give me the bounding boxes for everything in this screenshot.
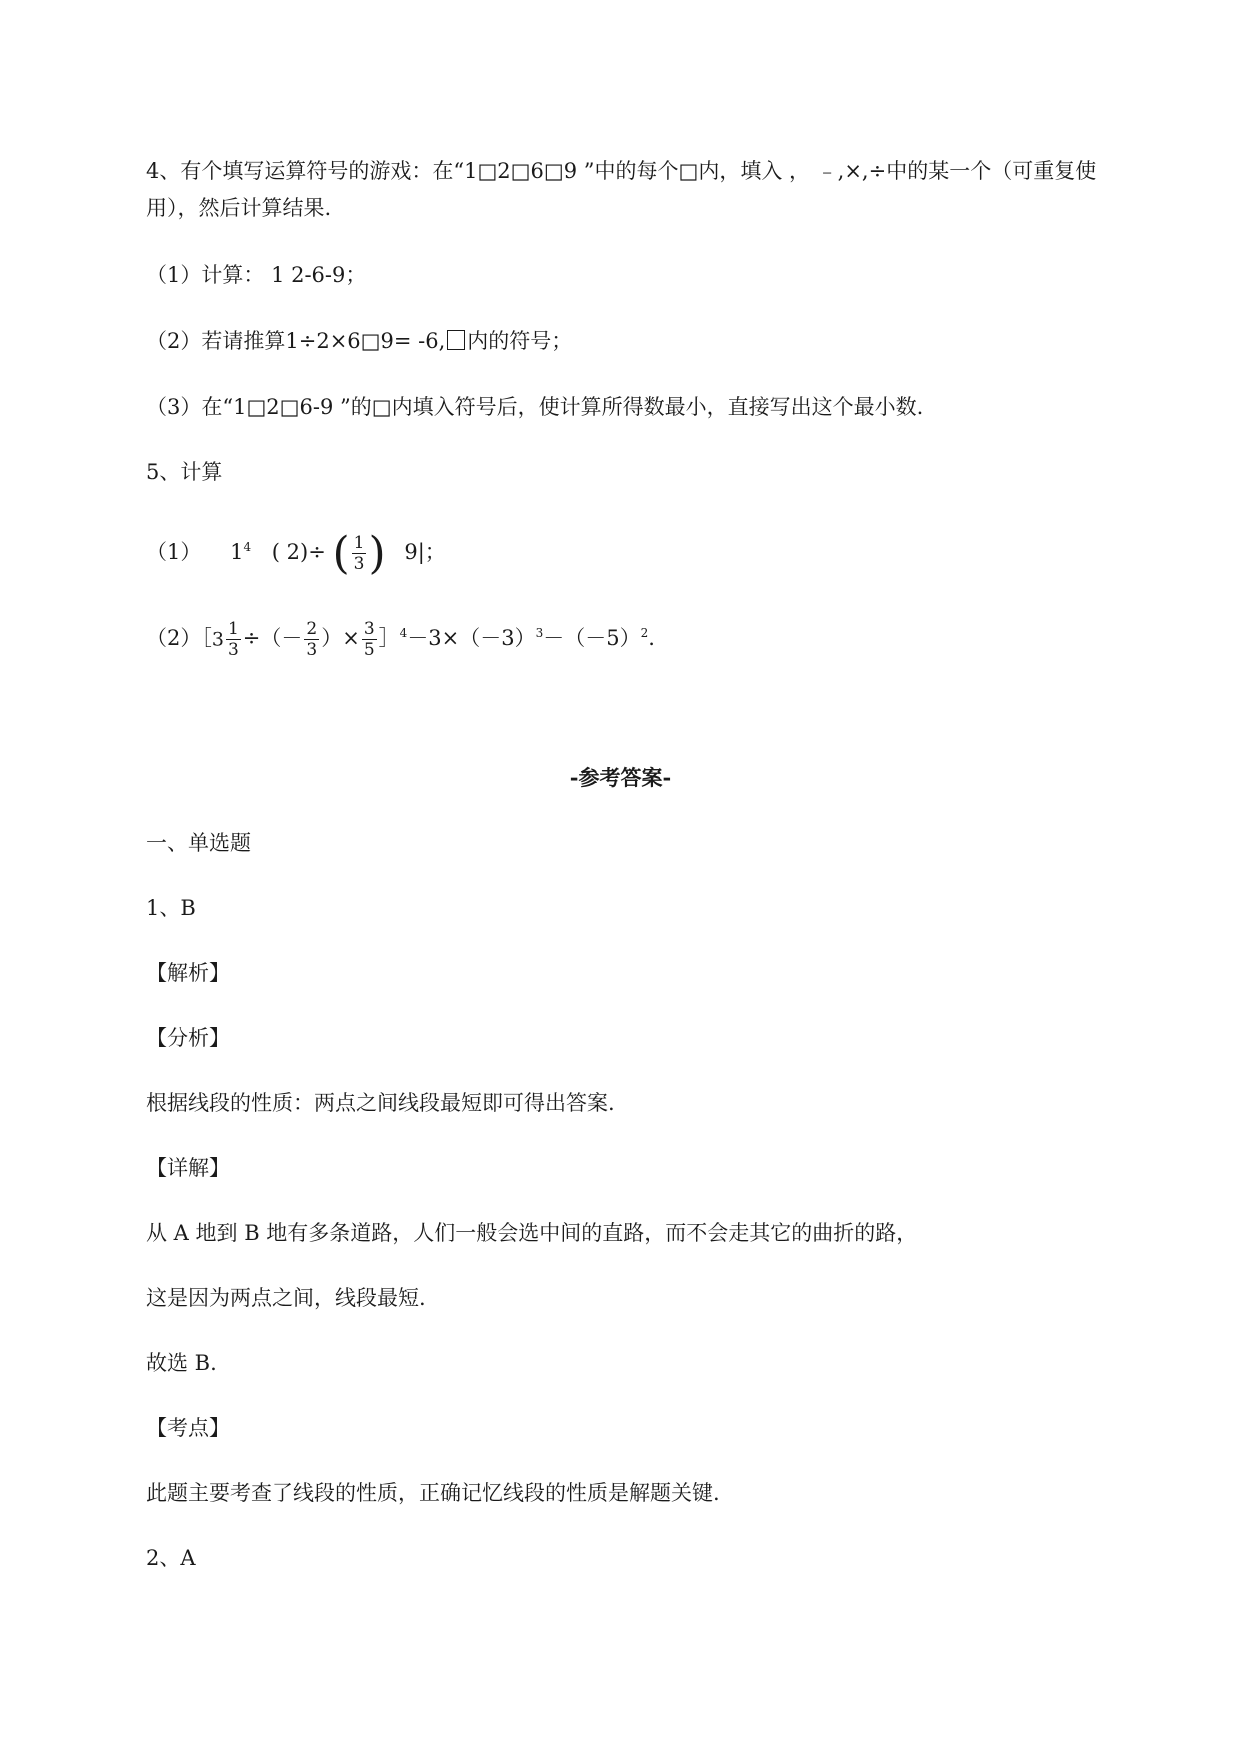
- tag-fenxi: 【分析】: [146, 1026, 230, 1050]
- q4-intro-line2: 用），然后计算结果.: [146, 196, 332, 220]
- answer-1: 1、B: [146, 896, 196, 920]
- q5-part1-tail: 9|；: [404, 540, 446, 564]
- q5-part2-end: .: [648, 626, 655, 650]
- q4-part2-tail: 内的符号；: [467, 329, 573, 353]
- q5-part2-f3-num: 3: [363, 619, 375, 639]
- answer-box-icon: [447, 330, 465, 350]
- q4-intro-line1: 4、有个填写运算符号的游戏：在“1□2□6□9 ”中的每个□内，填入 ， ﹣,×,÷中的某一个（可重复使: [146, 159, 1097, 183]
- q5-part2-f2-den: 3: [306, 640, 318, 660]
- q5-part1-frac-den: 3: [353, 554, 365, 574]
- q4-part2: [146, 326, 572, 356]
- fenxi-text: 根据线段的性质：两点之间线段最短即可得出答案.: [146, 1091, 615, 1115]
- xiangjie-line2: 这是因为两点之间，线段最短.: [146, 1286, 426, 1310]
- q4-part2-label: （2）若请推算: [146, 329, 286, 353]
- q5-part1: [146, 522, 446, 582]
- answers-heading: -参考答案-: [569, 765, 672, 790]
- q5-part2-mid: －3×（－3）: [407, 626, 536, 650]
- q5-part2-frac2: [304, 619, 319, 660]
- tag-xiangjie: 【详解】: [146, 1156, 230, 1180]
- q5-part2-frac1: [226, 619, 241, 660]
- q5-part2-int: 3: [211, 628, 224, 651]
- tag-kaodian: 【考点】: [146, 1416, 230, 1440]
- answers-section-title: 一、单选题: [146, 831, 251, 855]
- q5-part1-mid: ( 2)÷: [271, 540, 326, 564]
- q5-part1-exp: 4: [243, 540, 252, 554]
- q4-part1: [146, 260, 366, 290]
- q5-part2-exp3: 2: [640, 626, 649, 640]
- left-paren-icon: (: [332, 527, 350, 579]
- answer-2: 2、A: [146, 1546, 196, 1570]
- q5-part1-frac-num: 1: [353, 533, 365, 553]
- tag-jiexi: 【解析】: [146, 961, 230, 985]
- q5-part2-f1-den: 3: [227, 640, 239, 660]
- q5-part2-frac3: [362, 619, 377, 660]
- q5-part1-lead: 1: [230, 540, 244, 564]
- q5-part2-op1: ÷（－: [242, 626, 303, 650]
- kaodian-text: 此题主要考查了线段的性质，正确记忆线段的性质是解题关键.: [146, 1481, 720, 1505]
- q5-part2-close: ］: [378, 626, 400, 650]
- q5-part2-label: （2）［: [146, 626, 212, 650]
- xiangjie-line1: 从 A 地到 B 地有多条道路，人们一般会选中间的直路，而不会走其它的曲折的路，: [146, 1221, 918, 1245]
- right-paren-icon: ): [368, 527, 386, 579]
- q4-part1-expr: 1 2-6-9；: [271, 263, 367, 287]
- q5-part2-f2-num: 2: [306, 619, 318, 639]
- q5-part2: [146, 608, 655, 668]
- q5-part2-op2: ）×: [321, 626, 360, 650]
- q4-part1-label: （1）计算：: [146, 263, 265, 287]
- q5-part1-fraction: [352, 533, 367, 574]
- q5-part2-f1-num: 1: [227, 619, 239, 639]
- q4-part2-expr: 1÷2×6□9= -6,: [285, 329, 446, 353]
- q5-part2-exp1: 4: [399, 626, 408, 640]
- q5-part2-mid2: －（－5）: [543, 626, 641, 650]
- q5-part1-label: （1）: [146, 540, 202, 564]
- q5-part2-exp2: 3: [535, 626, 544, 640]
- xiangjie-line3: 故选 B.: [146, 1351, 217, 1375]
- q5-title: 5、计算: [146, 460, 223, 484]
- q4-part3: （3）在“1□2□6-9 ”的□内填入符号后，使计算所得数最小，直接写出这个最小数.: [146, 395, 924, 419]
- q5-part2-f3-den: 5: [363, 640, 375, 660]
